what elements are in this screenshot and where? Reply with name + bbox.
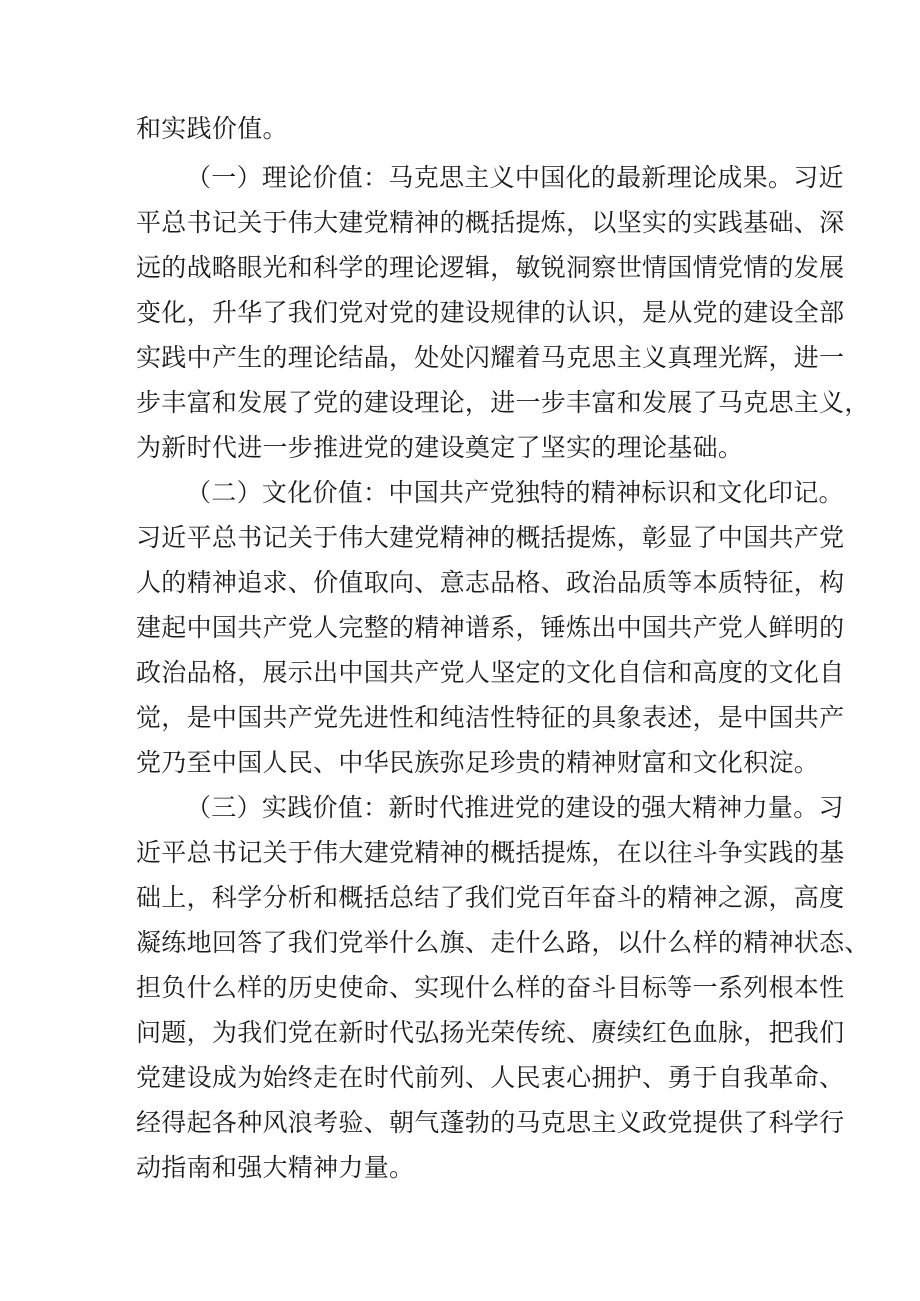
text-line: （二）文化价值：中国共产党独特的精神标识和文化印记。 xyxy=(186,478,844,507)
text-line: 担负什么样的历史使命、实现什么样的奋斗目标等一系列根本性 xyxy=(136,973,845,1002)
text-line: （一）理论价值：马克思主义中国化的最新理论成果。习近 xyxy=(186,163,844,192)
text-line: 经得起各种风浪考验、朝气蓬勃的马克思主义政党提供了科学行 xyxy=(136,1108,845,1137)
text-line: 觉，是中国共产党先进性和纯洁性特征的具象表述，是中国共产 xyxy=(136,703,845,732)
text-line: （三）实践价值：新时代推进党的建设的强大精神力量。习 xyxy=(186,793,844,822)
text-line: 党建设成为始终走在时代前列、人民衷心拥护、勇于自我革命、 xyxy=(136,1063,845,1092)
text-line: 近平总书记关于伟大建党精神的概括提炼，在以往斗争实践的基 xyxy=(136,838,845,867)
text-line: 建起中国共产党人完整的精神谱系，锤炼出中国共产党人鲜明的 xyxy=(136,613,845,642)
text-line: 问题，为我们党在新时代弘扬光荣传统、赓续红色血脉，把我们 xyxy=(136,1018,845,1047)
text-line: 习近平总书记关于伟大建党精神的概括提炼，彰显了中国共产党 xyxy=(136,523,845,552)
text-line: 平总书记关于伟大建党精神的概括提炼，以坚实的实践基础、深 xyxy=(136,208,845,237)
text-line: 变化，升华了我们党对党的建设规律的认识，是从党的建设全部 xyxy=(136,298,845,327)
text-line: 党乃至中国人民、中华民族弥足珍贵的精神财富和文化积淀。 xyxy=(136,748,820,777)
text-line: 础上，科学分析和概括总结了我们党百年奋斗的精神之源，高度 xyxy=(136,883,845,912)
text-line: 人的精神追求、价值取向、意志品格、政治品质等本质特征，构 xyxy=(136,568,845,597)
text-line: 步丰富和发展了党的建设理论，进一步丰富和发展了马克思主义， xyxy=(136,388,870,417)
text-line: 远的战略眼光和科学的理论逻辑，敏锐洞察世情国情党情的发展 xyxy=(136,253,845,282)
text-line: 政治品格，展示出中国共产党人坚定的文化自信和高度的文化自 xyxy=(136,658,845,687)
text-line: 动指南和强大精神力量。 xyxy=(136,1153,415,1182)
text-line: 凝练地回答了我们党举什么旗、走什么路，以什么样的精神状态、 xyxy=(136,928,870,957)
text-line: 和实践价值。 xyxy=(136,114,288,143)
text-line: 实践中产生的理论结晶，处处闪耀着马克思主义真理光辉，进一 xyxy=(136,343,845,372)
text-line: 为新时代进一步推进党的建设奠定了坚实的理论基础。 xyxy=(136,433,744,462)
